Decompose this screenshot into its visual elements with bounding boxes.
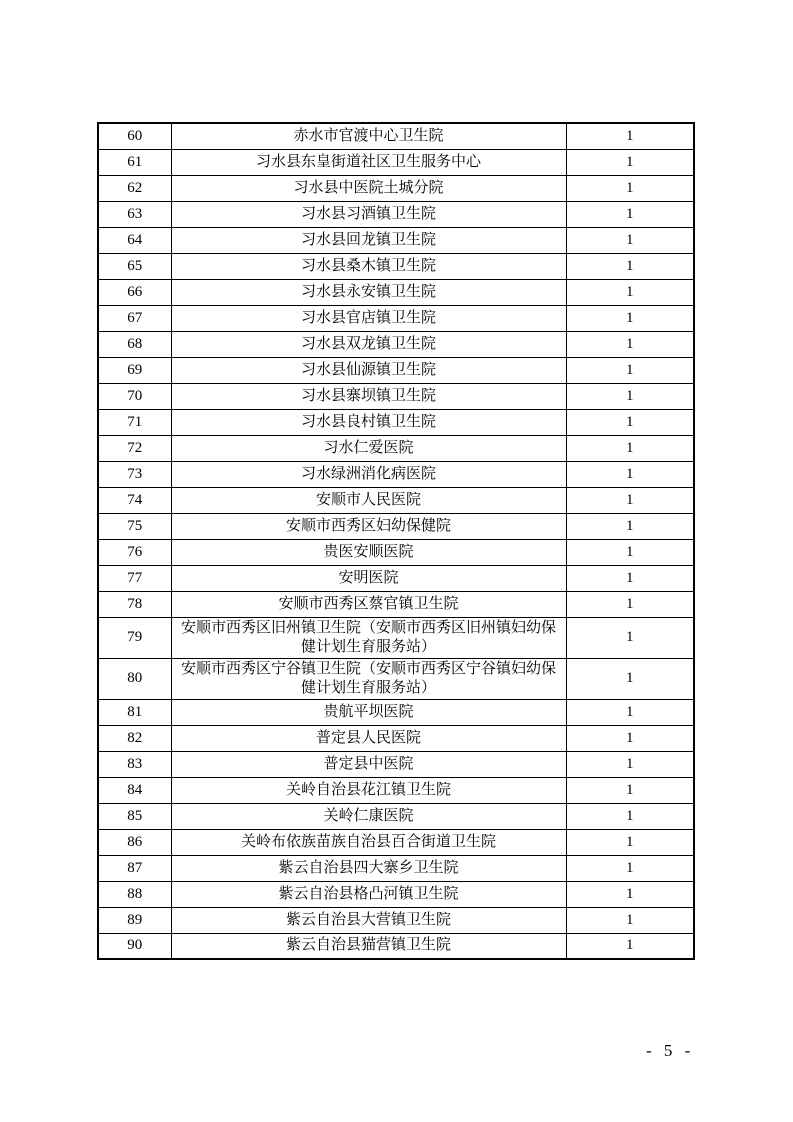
hospital-name-cell: 习水县永安镇卫生院 bbox=[171, 279, 566, 305]
hospital-name-cell: 习水县良村镇卫生院 bbox=[171, 409, 566, 435]
table-row bbox=[98, 305, 694, 331]
count-cell: 1 bbox=[566, 305, 694, 331]
count-cell: 1 bbox=[566, 855, 694, 881]
row-number-cell: 89 bbox=[98, 907, 171, 933]
hospital-name-cell: 习水县回龙镇卫生院 bbox=[171, 227, 566, 253]
hospital-name-cell: 习水县习酒镇卫生院 bbox=[171, 201, 566, 227]
hospital-name-cell: 赤水市官渡中心卫生院 bbox=[171, 123, 566, 149]
count-cell: 1 bbox=[566, 803, 694, 829]
count-cell: 1 bbox=[566, 253, 694, 279]
count-cell: 1 bbox=[566, 539, 694, 565]
row-number-cell: 88 bbox=[98, 881, 171, 907]
hospital-name-cell: 普定县人民医院 bbox=[171, 725, 566, 751]
row-number-cell: 71 bbox=[98, 409, 171, 435]
table-row bbox=[98, 658, 694, 699]
hospital-name-cell: 习水县官店镇卫生院 bbox=[171, 305, 566, 331]
hospital-name-cell: 紫云自治县大营镇卫生院 bbox=[171, 907, 566, 933]
table-row bbox=[98, 881, 694, 907]
row-number-cell: 72 bbox=[98, 435, 171, 461]
row-number-cell: 60 bbox=[98, 123, 171, 149]
table-row bbox=[98, 227, 694, 253]
hospital-name-cell: 关岭自治县花江镇卫生院 bbox=[171, 777, 566, 803]
hospital-name-cell: 安明医院 bbox=[171, 565, 566, 591]
table-row bbox=[98, 829, 694, 855]
hospital-name-cell: 习水仁爱医院 bbox=[171, 435, 566, 461]
row-number-cell: 80 bbox=[98, 658, 171, 699]
row-number-cell: 67 bbox=[98, 305, 171, 331]
count-cell: 1 bbox=[566, 699, 694, 725]
hospital-name-cell: 贵航平坝医院 bbox=[171, 699, 566, 725]
hospital-name-cell: 安顺市西秀区妇幼保健院 bbox=[171, 513, 566, 539]
hospital-name-cell: 紫云自治县四大寨乡卫生院 bbox=[171, 855, 566, 881]
count-cell: 1 bbox=[566, 383, 694, 409]
count-cell: 1 bbox=[566, 409, 694, 435]
hospital-name-cell: 关岭布依族苗族自治县百合街道卫生院 bbox=[171, 829, 566, 855]
table-row bbox=[98, 357, 694, 383]
table-row bbox=[98, 907, 694, 933]
count-cell: 1 bbox=[566, 617, 694, 658]
table-row bbox=[98, 933, 694, 959]
row-number-cell: 84 bbox=[98, 777, 171, 803]
page-number: - 5 - bbox=[646, 1041, 695, 1060]
count-cell: 1 bbox=[566, 201, 694, 227]
hospital-name-cell: 习水县双龙镇卫生院 bbox=[171, 331, 566, 357]
count-cell: 1 bbox=[566, 725, 694, 751]
hospital-name-cell: 贵医安顺医院 bbox=[171, 539, 566, 565]
row-number-cell: 79 bbox=[98, 617, 171, 658]
row-number-cell: 70 bbox=[98, 383, 171, 409]
table-row bbox=[98, 855, 694, 881]
count-cell: 1 bbox=[566, 149, 694, 175]
row-number-cell: 77 bbox=[98, 565, 171, 591]
table-row bbox=[98, 591, 694, 617]
count-cell: 1 bbox=[566, 907, 694, 933]
table-row bbox=[98, 751, 694, 777]
hospital-name-cell: 安顺市西秀区宁谷镇卫生院（安顺市西秀区宁谷镇妇幼保健计划生育服务站） bbox=[171, 658, 566, 699]
count-cell: 1 bbox=[566, 658, 694, 699]
hospital-name-cell: 安顺市人民医院 bbox=[171, 487, 566, 513]
hospital-name-cell: 安顺市西秀区蔡官镇卫生院 bbox=[171, 591, 566, 617]
row-number-cell: 73 bbox=[98, 461, 171, 487]
row-number-cell: 69 bbox=[98, 357, 171, 383]
hospital-table-body bbox=[98, 123, 694, 959]
hospital-name-cell: 紫云自治县猫营镇卫生院 bbox=[171, 933, 566, 959]
row-number-cell: 61 bbox=[98, 149, 171, 175]
table-row bbox=[98, 149, 694, 175]
table-row bbox=[98, 331, 694, 357]
table-row bbox=[98, 777, 694, 803]
row-number-cell: 65 bbox=[98, 253, 171, 279]
row-number-cell: 90 bbox=[98, 933, 171, 959]
count-cell: 1 bbox=[566, 357, 694, 383]
hospital-name-cell: 习水县桑木镇卫生院 bbox=[171, 253, 566, 279]
table-row bbox=[98, 539, 694, 565]
row-number-cell: 86 bbox=[98, 829, 171, 855]
hospital-name-cell: 习水县寨坝镇卫生院 bbox=[171, 383, 566, 409]
count-cell: 1 bbox=[566, 461, 694, 487]
row-number-cell: 64 bbox=[98, 227, 171, 253]
hospital-name-cell: 关岭仁康医院 bbox=[171, 803, 566, 829]
hospital-name-cell: 习水县中医院土城分院 bbox=[171, 175, 566, 201]
table-row bbox=[98, 435, 694, 461]
table-row bbox=[98, 699, 694, 725]
row-number-cell: 68 bbox=[98, 331, 171, 357]
table-row bbox=[98, 565, 694, 591]
row-number-cell: 87 bbox=[98, 855, 171, 881]
table-row bbox=[98, 513, 694, 539]
hospital-name-cell: 安顺市西秀区旧州镇卫生院（安顺市西秀区旧州镇妇幼保健计划生育服务站） bbox=[171, 617, 566, 658]
count-cell: 1 bbox=[566, 591, 694, 617]
count-cell: 1 bbox=[566, 279, 694, 305]
row-number-cell: 81 bbox=[98, 699, 171, 725]
count-cell: 1 bbox=[566, 123, 694, 149]
row-number-cell: 75 bbox=[98, 513, 171, 539]
row-number-cell: 85 bbox=[98, 803, 171, 829]
count-cell: 1 bbox=[566, 227, 694, 253]
row-number-cell: 82 bbox=[98, 725, 171, 751]
count-cell: 1 bbox=[566, 829, 694, 855]
count-cell: 1 bbox=[566, 331, 694, 357]
count-cell: 1 bbox=[566, 565, 694, 591]
row-number-cell: 78 bbox=[98, 591, 171, 617]
table-row bbox=[98, 461, 694, 487]
table-row bbox=[98, 201, 694, 227]
row-number-cell: 76 bbox=[98, 539, 171, 565]
table-row bbox=[98, 383, 694, 409]
row-number-cell: 66 bbox=[98, 279, 171, 305]
hospital-name-cell: 习水县仙源镇卫生院 bbox=[171, 357, 566, 383]
count-cell: 1 bbox=[566, 777, 694, 803]
count-cell: 1 bbox=[566, 933, 694, 959]
count-cell: 1 bbox=[566, 513, 694, 539]
table-row bbox=[98, 123, 694, 149]
hospital-table bbox=[97, 122, 695, 960]
table-row bbox=[98, 279, 694, 305]
count-cell: 1 bbox=[566, 487, 694, 513]
row-number-cell: 83 bbox=[98, 751, 171, 777]
count-cell: 1 bbox=[566, 751, 694, 777]
table-row bbox=[98, 253, 694, 279]
row-number-cell: 74 bbox=[98, 487, 171, 513]
row-number-cell: 63 bbox=[98, 201, 171, 227]
table-row bbox=[98, 725, 694, 751]
count-cell: 1 bbox=[566, 435, 694, 461]
row-number-cell: 62 bbox=[98, 175, 171, 201]
table-row bbox=[98, 409, 694, 435]
hospital-name-cell: 普定县中医院 bbox=[171, 751, 566, 777]
count-cell: 1 bbox=[566, 175, 694, 201]
table-row bbox=[98, 175, 694, 201]
table-row bbox=[98, 617, 694, 658]
hospital-name-cell: 紫云自治县格凸河镇卫生院 bbox=[171, 881, 566, 907]
table-row bbox=[98, 487, 694, 513]
hospital-name-cell: 习水县东皇街道社区卫生服务中心 bbox=[171, 149, 566, 175]
count-cell: 1 bbox=[566, 881, 694, 907]
hospital-name-cell: 习水绿洲消化病医院 bbox=[171, 461, 566, 487]
table-row bbox=[98, 803, 694, 829]
